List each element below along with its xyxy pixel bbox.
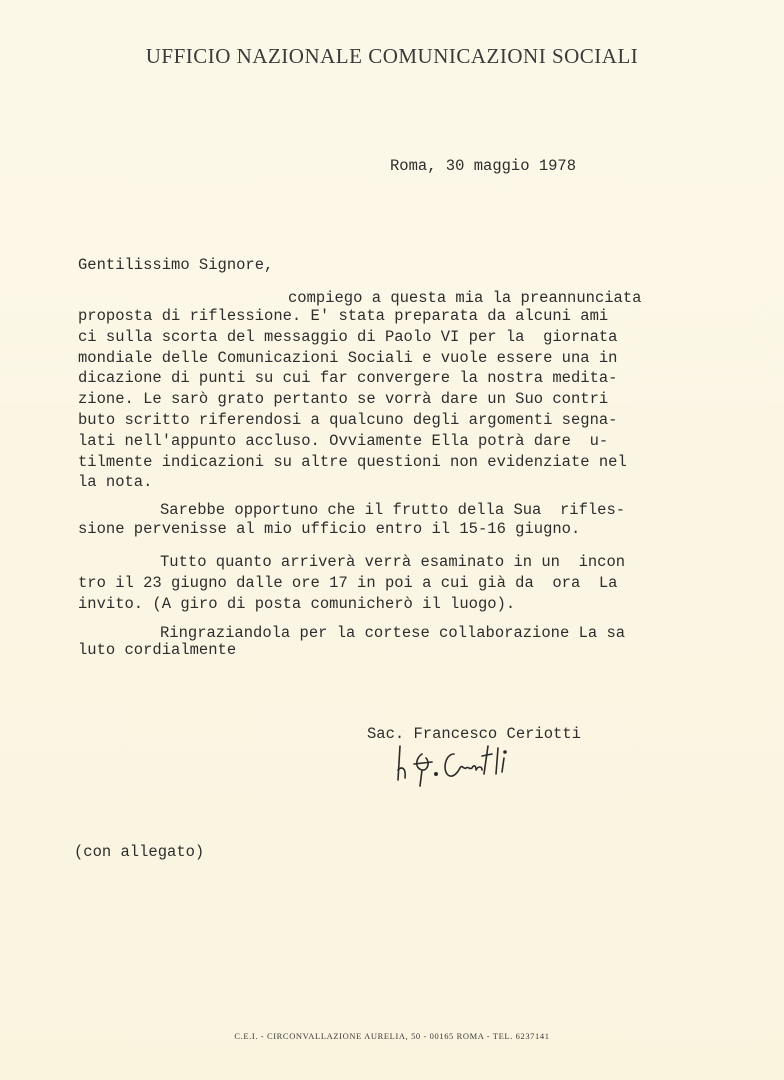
letterhead: UFFICIO NAZIONALE COMUNICAZIONI SOCIALI bbox=[145, 44, 639, 68]
paragraph-2-body: sione pervenisse al mio ufficio entro il 15-16 giugno. bbox=[78, 520, 581, 538]
letter-date: Roma, 30 maggio 1978 bbox=[390, 157, 577, 175]
signer-name: Sac. Francesco Ceriotti bbox=[367, 725, 581, 743]
paragraph-3-body: tro il 23 giugno dalle ore 17 in poi a cui già da ora La invito. (A giro di posta comunicherò il luogo). bbox=[78, 574, 618, 613]
handwritten-signature bbox=[392, 740, 522, 788]
paragraph-1-first-line: compiego a questa mia la preannunciata bbox=[288, 289, 642, 307]
paragraph-2-first-line: Sarebbe opportuno che il frutto della Sua rifles- bbox=[160, 501, 626, 519]
enclosure-note: (con allegato) bbox=[74, 843, 205, 861]
paragraph-1-body: proposta di riflessione. E' stata preparata da alcuni ami ci sulla scorta del messaggio di Paolo VI per la giornata mondiale delle Comunicazioni Sociali e vuole essere una in dicazione di punti su cui far convergere la nostra medita- zione. Le sarò grato pertanto se vorrà dare un Suo contri buto scritto riferendosi a qualcuno degli argomenti segna- lati nell'appunto accluso. Ovviamente Ella potrà dare u- tilmente indicazioni su altre questioni non evidenziate nel la nota. bbox=[78, 307, 627, 492]
paragraph-4-first-line: Ringraziandola per la cortese collaborazione La sa bbox=[160, 624, 626, 642]
paragraph-3-first-line: Tutto quanto arriverà verrà esaminato in un incon bbox=[160, 553, 626, 571]
paragraph-4-body: luto cordialmente bbox=[78, 641, 237, 659]
footer-address: C.E.I. - CIRCONVALLAZIONE AURELIA, 50 - 00165 ROMA - TEL. 6237141 bbox=[234, 1031, 550, 1041]
salutation: Gentilissimo Signore, bbox=[78, 256, 274, 274]
